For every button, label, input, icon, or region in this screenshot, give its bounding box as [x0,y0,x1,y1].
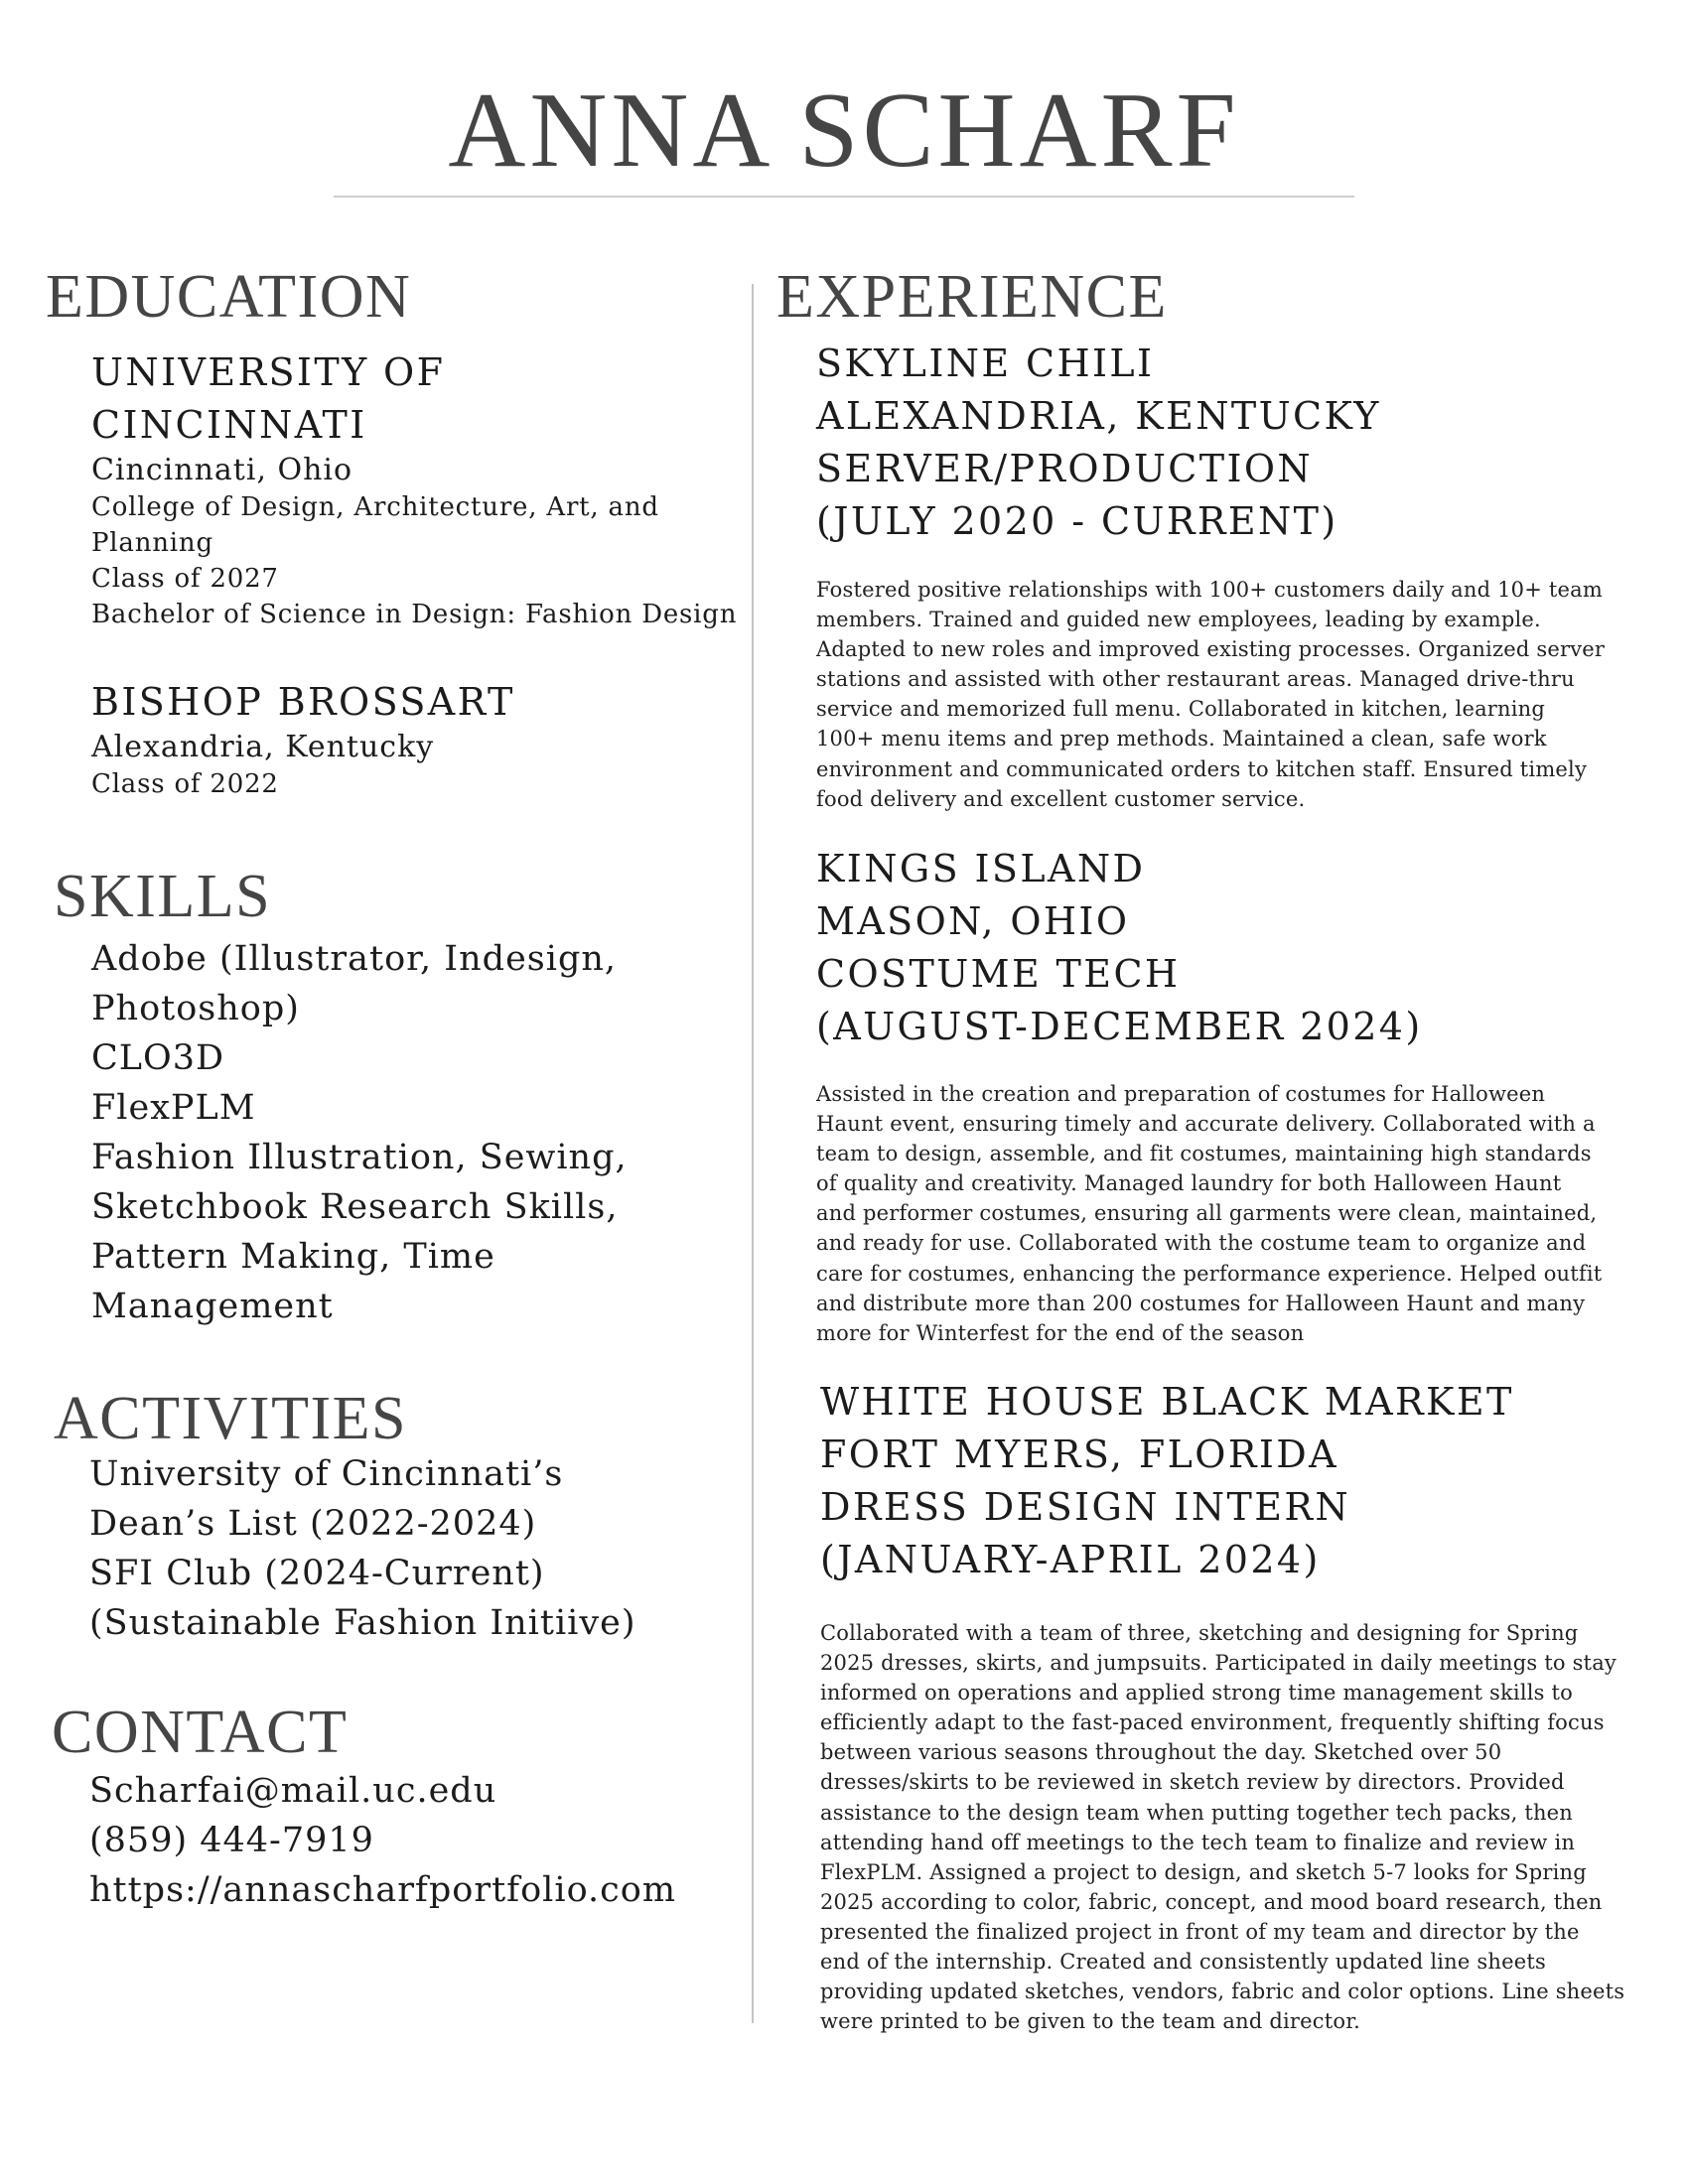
job-header-line: KINGS ISLAND [816,847,1146,890]
skill-line: Pattern Making, Time [91,1237,495,1277]
skill-line: Adobe (Illustrator, Indesign, [91,939,618,979]
contact-website[interactable]: https://annascharfportfolio.com [89,1870,677,1910]
skills-list [91,934,628,1331]
description-line: presented the finalized project in front of my team and director by the [820,1919,1580,1944]
education-title: EDUCATION [46,263,412,331]
description-line: were printed to be given to the team and director. [820,2009,1361,2034]
activities-list [89,1449,635,1648]
description-line: end of the internship. Created and consistently updated line sheets [820,1950,1546,1975]
skill-line: Management [91,1287,334,1326]
description-line: Assisted in the creation and preparation of costumes for Halloween [816,1082,1546,1106]
description-line: and ready for use. Collaborated with the costume team to organize and [816,1231,1587,1256]
activity-line: University of Cincinnati’s [89,1454,564,1494]
activities-title: ACTIVITIES [54,1385,407,1452]
school-location: Cincinnati, Ohio [91,453,353,487]
activity-line: Dean’s List (2022-2024) [89,1504,537,1544]
experience-title: EXPERIENCE [776,263,1168,331]
description-line: dresses/skirts to be reviewed in sketch review by directors. Provided [820,1770,1565,1795]
description-line: Haunt event, ensuring timely and accurate delivery. Collaborated with a [816,1112,1596,1137]
skill-line: FlexPLM [91,1088,256,1128]
school-detail: Planning [91,528,213,558]
school-name-line: BISHOP BROSSART [91,680,515,724]
job-skyline-chili [816,338,1630,548]
school-detail: College of Design, Architecture, Art, and [91,492,659,522]
header-divider [334,196,1354,198]
job-header-line: FORT MYERS, FLORIDA [820,1433,1338,1476]
description-line: attending hand off meetings to the tech team to finalize and review in [820,1830,1576,1854]
school-location: Alexandria, Kentucky [91,730,435,764]
school-name-line: UNIVERSITY OF [91,350,446,394]
job-header-line: (JULY 2020 - CURRENT) [816,499,1338,543]
school-name-line: CINCINNATI [91,403,367,447]
job-header-line: (JANUARY-APRIL 2024) [820,1538,1321,1581]
description-line: providing updated sketches, vendors, fabric and color options. Line sheets [820,1979,1625,2004]
job-description [820,1618,1644,2036]
job-header-line: (AUGUST-DECEMBER 2024) [816,1005,1423,1048]
job-header-line: COSTUME TECH [816,952,1181,996]
job-white-house-black-market [820,1376,1634,1586]
description-line: between various seasons throughout the day. Sketched over 50 [820,1740,1502,1765]
job-header-line: WHITE HOUSE BLACK MARKET [820,1380,1514,1424]
description-line: food delivery and excellent customer service. [816,786,1306,811]
activity-line: (Sustainable Fashion Initiive) [89,1603,636,1643]
description-line: Fostered positive relationships with 100+ customers daily and 10+ team [816,578,1603,602]
skill-line: Photoshop) [91,989,300,1028]
description-line: and performer costumes, ensuring all garments were clean, maintained, [816,1201,1598,1226]
skill-line: Sketchbook Research Skills, [91,1187,619,1227]
description-line: 100+ menu items and prep methods. Maintained a clean, safe work [816,727,1547,751]
school-bishop-brossart [91,676,515,802]
description-line: 2025 according to color, fabric, concept, and mood board research, then [820,1889,1603,1914]
job-header-line: MASON, OHIO [816,899,1130,943]
description-line: stations and assisted with other restaurant areas. Managed drive-thru [816,667,1575,692]
description-line: 2025 dresses, skirts, and jumpsuits. Participated in daily meetings to stay [820,1651,1617,1676]
skills-title: SKILLS [54,863,272,930]
column-divider [752,284,754,2023]
job-kings-island [816,843,1630,1053]
description-line: of quality and creativity. Managed laundry for both Halloween Haunt [816,1171,1562,1196]
job-header-line: SKYLINE CHILI [816,341,1155,385]
contact-title: CONTACT [52,1699,349,1766]
contact-email[interactable]: Scharfai@mail.uc.edu [89,1771,497,1811]
skill-line: Fashion Illustration, Sewing, [91,1138,628,1177]
resume-name: ANNA SCHARF [448,71,1240,190]
job-header-line: ALEXANDRIA, KENTUCKY [816,394,1381,438]
school-detail: Bachelor of Science in Design: Fashion Design [91,600,738,629]
job-header-line: SERVER/PRODUCTION [816,447,1314,490]
job-description [816,1079,1640,1348]
school-uc [91,346,737,632]
description-line: FlexPLM. Assigned a project to design, and sketch 5-7 looks for Spring [820,1859,1587,1884]
description-line: members. Trained and guided new employees, leading by example. [816,608,1541,632]
description-line: and distribute more than 200 costumes for Halloween Haunt and many [816,1291,1586,1315]
description-line: team to design, assemble, and fit costumes, maintaining high standards [816,1142,1592,1166]
contact-phone[interactable]: (859) 444-7919 [89,1821,374,1860]
school-detail: Class of 2027 [91,564,279,594]
description-line: environment and communicated orders to kitchen staff. Ensured timely [816,756,1588,781]
description-line: efficiently adapt to the fast-paced environment, frequently shifting focus [820,1710,1605,1735]
contact-list [89,1766,676,1915]
description-line: informed on operations and applied strong time management skills to [820,1681,1574,1706]
skill-line: CLO3D [91,1038,225,1078]
description-line: care for costumes, enhancing the performance experience. Helped outfit [816,1261,1603,1286]
job-description [816,575,1640,814]
description-line: service and memorized full menu. Collaborated in kitchen, learning [816,697,1546,722]
job-header-line: DRESS DESIGN INTERN [820,1485,1351,1529]
description-line: more for Winterfest for the end of the season [816,1320,1305,1345]
description-line: assistance to the design team when putting together tech packs, then [820,1800,1574,1825]
activity-line: SFI Club (2024-Current) [89,1554,545,1593]
description-line: Adapted to new roles and improved existing processes. Organized server [816,637,1606,662]
description-line: Collaborated with a team of three, sketching and designing for Spring [820,1621,1579,1645]
school-detail: Class of 2022 [91,769,279,799]
